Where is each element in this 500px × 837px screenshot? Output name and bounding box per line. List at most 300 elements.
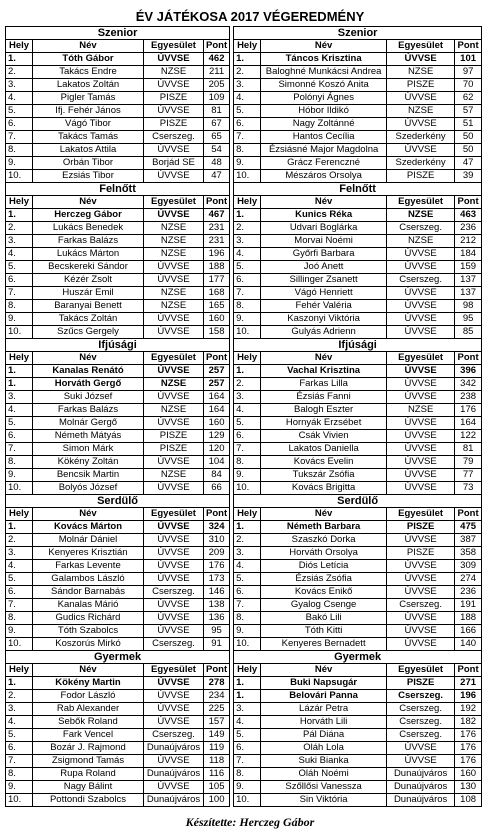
rank-cell: 1. bbox=[234, 677, 261, 690]
player-name-cell: Lázár Petra bbox=[261, 703, 387, 716]
col-header-club: Egyesület bbox=[387, 508, 455, 521]
table-row bbox=[6, 261, 482, 274]
table-row bbox=[6, 586, 482, 599]
player-name-cell: Balogh Eszter bbox=[261, 404, 387, 417]
club-cell: ÚVVSE bbox=[387, 755, 455, 768]
player-name-cell: Baranyai Benett bbox=[33, 300, 144, 313]
player-name-cell: Molnár Gergő bbox=[33, 417, 144, 430]
club-cell: ÚVVSE bbox=[144, 365, 204, 378]
player-name-cell: Sándor Barnabás bbox=[33, 586, 144, 599]
rank-cell: 3. bbox=[6, 547, 33, 560]
rank-cell: 5. bbox=[6, 105, 33, 118]
table-row bbox=[6, 209, 482, 222]
col-header-points: Pont bbox=[204, 196, 230, 209]
player-name-cell: Németh Barbara bbox=[261, 521, 387, 534]
club-cell: ÚVVSE bbox=[387, 391, 455, 404]
points-cell: 97 bbox=[455, 66, 482, 79]
player-name-cell: Lakatos Zoltán bbox=[33, 79, 144, 92]
points-cell: 108 bbox=[455, 794, 482, 807]
player-name-cell: Becskereki Sándor bbox=[33, 261, 144, 274]
rank-cell: 9. bbox=[234, 625, 261, 638]
table-row bbox=[6, 716, 482, 729]
points-cell: 176 bbox=[455, 729, 482, 742]
rank-cell: 5. bbox=[6, 729, 33, 742]
points-cell: 81 bbox=[204, 105, 230, 118]
points-cell: 188 bbox=[204, 261, 230, 274]
points-cell: 184 bbox=[455, 248, 482, 261]
rank-cell: 5. bbox=[234, 417, 261, 430]
club-cell: ÚVVSE bbox=[387, 287, 455, 300]
club-cell: ÚVVSE bbox=[387, 482, 455, 495]
table-row bbox=[6, 482, 482, 495]
player-name-cell: Bolyós József bbox=[33, 482, 144, 495]
table-row bbox=[6, 157, 482, 170]
rank-cell: 8. bbox=[6, 768, 33, 781]
player-name-cell: Ezsiás Tibor bbox=[33, 170, 144, 183]
club-cell: PISZE bbox=[387, 79, 455, 92]
player-name-cell: Kovács Márton bbox=[33, 521, 144, 534]
club-cell: NZSE bbox=[144, 248, 204, 261]
player-name-cell: Grácz Ferenczné bbox=[261, 157, 387, 170]
rank-cell: 8. bbox=[234, 144, 261, 157]
club-cell: ÚVVSE bbox=[144, 170, 204, 183]
table-row bbox=[6, 742, 482, 755]
club-cell: Dunaújváros bbox=[144, 742, 204, 755]
player-name-cell: Fark Vencel bbox=[33, 729, 144, 742]
points-cell: 236 bbox=[455, 586, 482, 599]
rank-cell: 7. bbox=[234, 131, 261, 144]
col-header-points: Pont bbox=[455, 196, 482, 209]
table-row bbox=[6, 677, 482, 690]
points-cell: 122 bbox=[455, 430, 482, 443]
club-cell: PISZE bbox=[387, 547, 455, 560]
col-header-club: Egyesület bbox=[387, 40, 455, 53]
rank-cell: 10. bbox=[234, 638, 261, 651]
rank-cell: 7. bbox=[234, 755, 261, 768]
rank-cell: 3. bbox=[234, 79, 261, 92]
rank-cell: 1. bbox=[6, 677, 33, 690]
player-name-cell: Gulyás Adrienn bbox=[261, 326, 387, 339]
points-cell: 65 bbox=[204, 131, 230, 144]
club-cell: ÚVVSE bbox=[387, 53, 455, 66]
club-cell: ÚVVSE bbox=[387, 417, 455, 430]
player-name-cell: Fodor László bbox=[33, 690, 144, 703]
rank-cell: 1. bbox=[234, 365, 261, 378]
player-name-cell: Kaszonyi Viktória bbox=[261, 313, 387, 326]
rank-cell: 4. bbox=[234, 248, 261, 261]
club-cell: ÚVVSE bbox=[144, 79, 204, 92]
club-cell: Cserszeg. bbox=[387, 690, 455, 703]
player-name-cell: Orbán Tibor bbox=[33, 157, 144, 170]
player-name-cell: Baloghné Munkácsi Andrea bbox=[261, 66, 387, 79]
club-cell: ÚVVSE bbox=[387, 430, 455, 443]
player-name-cell: Szőllősi Vanessza bbox=[261, 781, 387, 794]
rank-cell: 6. bbox=[234, 742, 261, 755]
points-cell: 149 bbox=[204, 729, 230, 742]
rank-cell: 3. bbox=[6, 391, 33, 404]
rank-cell: 3. bbox=[6, 79, 33, 92]
player-name-cell: Kovács Enikő bbox=[261, 586, 387, 599]
player-name-cell: Nagy Bálint bbox=[33, 781, 144, 794]
player-name-cell: Ézsiásné Major Magdolna bbox=[261, 144, 387, 157]
table-row bbox=[6, 66, 482, 79]
points-cell: 130 bbox=[455, 781, 482, 794]
rank-cell: 7. bbox=[6, 599, 33, 612]
col-header-points: Pont bbox=[455, 352, 482, 365]
table-row bbox=[6, 274, 482, 287]
table-row bbox=[6, 365, 482, 378]
points-cell: 158 bbox=[204, 326, 230, 339]
points-cell: 79 bbox=[455, 456, 482, 469]
rank-cell: 5. bbox=[234, 573, 261, 586]
rank-cell: 2. bbox=[234, 534, 261, 547]
player-name-cell: Polónyi Ágnes bbox=[261, 92, 387, 105]
club-cell: ÚVVSE bbox=[144, 573, 204, 586]
points-cell: 66 bbox=[204, 482, 230, 495]
rank-cell: 7. bbox=[6, 755, 33, 768]
points-cell: 116 bbox=[204, 768, 230, 781]
col-header-rank: Hely bbox=[234, 352, 261, 365]
col-header-club: Egyesület bbox=[387, 352, 455, 365]
table-row bbox=[6, 755, 482, 768]
rank-cell: 10. bbox=[234, 794, 261, 807]
player-name-cell: Molnár Dániel bbox=[33, 534, 144, 547]
rank-cell: 4. bbox=[6, 404, 33, 417]
player-name-cell: Farkas Balázs bbox=[33, 235, 144, 248]
player-name-cell: Horváth Gergő bbox=[33, 378, 144, 391]
club-cell: ÚVVSE bbox=[387, 586, 455, 599]
club-cell: Dunaújváros bbox=[387, 794, 455, 807]
rank-cell: 3. bbox=[234, 391, 261, 404]
col-header-rank: Hely bbox=[6, 40, 33, 53]
player-name-cell: Hantos Cecília bbox=[261, 131, 387, 144]
points-cell: 462 bbox=[204, 53, 230, 66]
points-cell: 120 bbox=[204, 443, 230, 456]
club-cell: PISZE bbox=[144, 430, 204, 443]
rank-cell: 1. bbox=[6, 521, 33, 534]
table-row bbox=[6, 404, 482, 417]
points-cell: 212 bbox=[455, 235, 482, 248]
rank-cell: 8. bbox=[234, 456, 261, 469]
table-row bbox=[6, 313, 482, 326]
points-cell: 238 bbox=[455, 391, 482, 404]
player-name-cell: Pál Diána bbox=[261, 729, 387, 742]
points-cell: 70 bbox=[455, 79, 482, 92]
points-cell: 118 bbox=[204, 755, 230, 768]
rank-cell: 7. bbox=[234, 443, 261, 456]
points-cell: 101 bbox=[455, 53, 482, 66]
rank-cell: 4. bbox=[6, 716, 33, 729]
points-cell: 160 bbox=[204, 417, 230, 430]
col-header-rank: Hely bbox=[234, 196, 261, 209]
rank-cell: 7. bbox=[6, 287, 33, 300]
rank-cell: 10. bbox=[6, 482, 33, 495]
header-row bbox=[6, 196, 482, 209]
col-header-club: Egyesület bbox=[144, 40, 204, 53]
player-name-cell: Németh Mátyás bbox=[33, 430, 144, 443]
table-row bbox=[6, 768, 482, 781]
category-title: Szenior bbox=[6, 27, 230, 40]
points-cell: 196 bbox=[204, 248, 230, 261]
rank-cell: 8. bbox=[6, 300, 33, 313]
table-row bbox=[6, 79, 482, 92]
club-cell: ÚVVSE bbox=[387, 92, 455, 105]
rank-cell: 9. bbox=[234, 313, 261, 326]
table-row bbox=[6, 391, 482, 404]
points-cell: 396 bbox=[455, 365, 482, 378]
rank-cell: 7. bbox=[234, 599, 261, 612]
col-header-rank: Hely bbox=[6, 664, 33, 677]
club-cell: ÚVVSE bbox=[144, 716, 204, 729]
club-cell: ÚVVSE bbox=[387, 573, 455, 586]
points-cell: 192 bbox=[455, 703, 482, 716]
club-cell: Szederkény bbox=[387, 157, 455, 170]
club-cell: ÚVVSE bbox=[387, 456, 455, 469]
player-name-cell: Takács Zoltán bbox=[33, 313, 144, 326]
col-header-rank: Hely bbox=[6, 196, 33, 209]
player-name-cell: Lakatos Attila bbox=[33, 144, 144, 157]
points-cell: 211 bbox=[204, 66, 230, 79]
player-name-cell: Suki József bbox=[33, 391, 144, 404]
col-header-rank: Hely bbox=[6, 508, 33, 521]
points-cell: 176 bbox=[455, 742, 482, 755]
club-cell: PISZE bbox=[387, 521, 455, 534]
table-row bbox=[6, 235, 482, 248]
club-cell: ÚVVSE bbox=[144, 521, 204, 534]
player-name-cell: Sillinger Zsanett bbox=[261, 274, 387, 287]
table-row bbox=[6, 703, 482, 716]
player-name-cell: Szaszkó Dorka bbox=[261, 534, 387, 547]
rank-cell: 9. bbox=[6, 313, 33, 326]
points-cell: 234 bbox=[204, 690, 230, 703]
rank-cell: 9. bbox=[234, 781, 261, 794]
col-header-club: Egyesület bbox=[144, 508, 204, 521]
club-cell: NZSE bbox=[144, 235, 204, 248]
player-name-cell: Szűcs Gergely bbox=[33, 326, 144, 339]
player-name-cell: Takács Endre bbox=[33, 66, 144, 79]
club-cell: NZSE bbox=[144, 222, 204, 235]
club-cell: NZSE bbox=[144, 378, 204, 391]
points-cell: 91 bbox=[204, 638, 230, 651]
rank-cell: 5. bbox=[6, 261, 33, 274]
club-cell: ÚVVSE bbox=[144, 612, 204, 625]
player-name-cell: Huszár Emil bbox=[33, 287, 144, 300]
player-name-cell: Kovács Evelin bbox=[261, 456, 387, 469]
rank-cell: 9. bbox=[6, 625, 33, 638]
points-cell: 137 bbox=[455, 274, 482, 287]
player-name-cell: Simonné Koszó Anita bbox=[261, 79, 387, 92]
club-cell: ÚVVSE bbox=[144, 547, 204, 560]
table-row bbox=[6, 443, 482, 456]
table-row bbox=[6, 300, 482, 313]
rank-cell: 9. bbox=[234, 157, 261, 170]
points-cell: 165 bbox=[204, 300, 230, 313]
table-row bbox=[6, 53, 482, 66]
player-name-cell: Takács Tamás bbox=[33, 131, 144, 144]
col-header-points: Pont bbox=[204, 352, 230, 365]
club-cell: ÚVVSE bbox=[144, 482, 204, 495]
category-title: Gyermek bbox=[234, 651, 482, 664]
club-cell: ÚVVSE bbox=[144, 313, 204, 326]
points-cell: 84 bbox=[204, 469, 230, 482]
club-cell: ÚVVSE bbox=[387, 612, 455, 625]
rank-cell: 2. bbox=[234, 66, 261, 79]
rank-cell: 2. bbox=[6, 222, 33, 235]
club-cell: ÚVVSE bbox=[144, 599, 204, 612]
table-row bbox=[6, 456, 482, 469]
rank-cell: 5. bbox=[234, 729, 261, 742]
club-cell: ÚVVSE bbox=[144, 53, 204, 66]
rank-cell: 8. bbox=[234, 300, 261, 313]
player-name-cell: Vachal Krisztina bbox=[261, 365, 387, 378]
points-cell: 67 bbox=[204, 118, 230, 131]
club-cell: NZSE bbox=[387, 235, 455, 248]
player-name-cell: Horváth Orsolya bbox=[261, 547, 387, 560]
col-header-rank: Hely bbox=[6, 352, 33, 365]
player-name-cell: Vágó Tibor bbox=[33, 118, 144, 131]
club-cell: ÚVVSE bbox=[144, 755, 204, 768]
points-cell: 191 bbox=[455, 599, 482, 612]
club-cell: Dunaújváros bbox=[387, 781, 455, 794]
rank-cell: 1. bbox=[6, 209, 33, 222]
rank-cell: 4. bbox=[234, 560, 261, 573]
points-cell: 62 bbox=[455, 92, 482, 105]
player-name-cell: Táncos Krisztina bbox=[261, 53, 387, 66]
table-row bbox=[6, 625, 482, 638]
player-name-cell: Tóth Kitti bbox=[261, 625, 387, 638]
col-header-points: Pont bbox=[204, 664, 230, 677]
points-cell: 109 bbox=[204, 92, 230, 105]
player-name-cell: Győrfi Barbara bbox=[261, 248, 387, 261]
player-name-cell: Fehér Valéria bbox=[261, 300, 387, 313]
category-row bbox=[6, 495, 482, 508]
rank-cell: 8. bbox=[6, 612, 33, 625]
player-name-cell: Tóth Szabolcs bbox=[33, 625, 144, 638]
points-cell: 475 bbox=[455, 521, 482, 534]
results-table bbox=[5, 26, 482, 807]
club-cell: NZSE bbox=[144, 469, 204, 482]
points-cell: 309 bbox=[455, 560, 482, 573]
player-name-cell: Farkas Lilla bbox=[261, 378, 387, 391]
table-row bbox=[6, 690, 482, 703]
club-cell: ÚVVSE bbox=[387, 248, 455, 261]
player-name-cell: Zsigmond Tamás bbox=[33, 755, 144, 768]
player-name-cell: Diós Letícia bbox=[261, 560, 387, 573]
category-title: Gyermek bbox=[6, 651, 230, 664]
rank-cell: 8. bbox=[234, 768, 261, 781]
col-header-club: Egyesület bbox=[144, 196, 204, 209]
player-name-cell: Suki Bianka bbox=[261, 755, 387, 768]
points-cell: 157 bbox=[204, 716, 230, 729]
col-header-name: Név bbox=[261, 40, 387, 53]
player-name-cell: Herczeg Gábor bbox=[33, 209, 144, 222]
player-name-cell: Kovács Brigitta bbox=[261, 482, 387, 495]
player-name-cell: Ézsiás Fanni bbox=[261, 391, 387, 404]
points-cell: 274 bbox=[455, 573, 482, 586]
rank-cell: 4. bbox=[234, 92, 261, 105]
table-row bbox=[6, 521, 482, 534]
player-name-cell: Oláh Lola bbox=[261, 742, 387, 755]
col-header-name: Név bbox=[33, 196, 144, 209]
points-cell: 196 bbox=[455, 690, 482, 703]
club-cell: ÚVVSE bbox=[387, 144, 455, 157]
points-cell: 467 bbox=[204, 209, 230, 222]
club-cell: ÚVVSE bbox=[387, 469, 455, 482]
club-cell: NZSE bbox=[387, 66, 455, 79]
col-header-club: Egyesület bbox=[387, 664, 455, 677]
points-cell: 164 bbox=[204, 391, 230, 404]
points-cell: 257 bbox=[204, 365, 230, 378]
rank-cell: 9. bbox=[6, 469, 33, 482]
club-cell: ÚVVSE bbox=[387, 300, 455, 313]
player-name-cell: Hóbor Ildikó bbox=[261, 105, 387, 118]
points-cell: 176 bbox=[204, 560, 230, 573]
player-name-cell: Simon Márk bbox=[33, 443, 144, 456]
player-name-cell: Horváth Lili bbox=[261, 716, 387, 729]
rank-cell: 10. bbox=[6, 326, 33, 339]
category-row bbox=[6, 183, 482, 196]
points-cell: 138 bbox=[204, 599, 230, 612]
rank-cell: 7. bbox=[6, 443, 33, 456]
table-row bbox=[6, 573, 482, 586]
player-name-cell: Gyalog Csenge bbox=[261, 599, 387, 612]
points-cell: 119 bbox=[204, 742, 230, 755]
points-cell: 50 bbox=[455, 144, 482, 157]
table-row bbox=[6, 287, 482, 300]
player-name-cell: Sin Viktória bbox=[261, 794, 387, 807]
col-header-name: Név bbox=[261, 196, 387, 209]
rank-cell: 6. bbox=[6, 586, 33, 599]
player-name-cell: Koszorús Mirkó bbox=[33, 638, 144, 651]
rank-cell: 6. bbox=[6, 430, 33, 443]
col-header-rank: Hely bbox=[234, 40, 261, 53]
points-cell: 136 bbox=[204, 612, 230, 625]
rank-cell: 2. bbox=[6, 66, 33, 79]
points-cell: 73 bbox=[455, 482, 482, 495]
points-cell: 176 bbox=[455, 404, 482, 417]
club-cell: Borjád SE bbox=[144, 157, 204, 170]
points-cell: 236 bbox=[455, 222, 482, 235]
rank-cell: 3. bbox=[234, 547, 261, 560]
club-cell: PISZE bbox=[144, 92, 204, 105]
club-cell: ÚVVSE bbox=[144, 781, 204, 794]
club-cell: Cserszeg. bbox=[144, 131, 204, 144]
club-cell: PISZE bbox=[387, 677, 455, 690]
col-header-name: Név bbox=[261, 352, 387, 365]
col-header-name: Név bbox=[33, 40, 144, 53]
rank-cell: 1. bbox=[6, 53, 33, 66]
category-row bbox=[6, 651, 482, 664]
points-cell: 164 bbox=[455, 417, 482, 430]
club-cell: Cserszeg. bbox=[144, 729, 204, 742]
club-cell: NZSE bbox=[387, 209, 455, 222]
table-row bbox=[6, 729, 482, 742]
club-cell: ÚVVSE bbox=[387, 378, 455, 391]
rank-cell: 1. bbox=[234, 690, 261, 703]
player-name-cell: Udvari Boglárka bbox=[261, 222, 387, 235]
club-cell: ÚVVSE bbox=[387, 261, 455, 274]
club-cell: ÚVVSE bbox=[144, 391, 204, 404]
points-cell: 342 bbox=[455, 378, 482, 391]
club-cell: ÚVVSE bbox=[144, 456, 204, 469]
rank-cell: 10. bbox=[6, 170, 33, 183]
rank-cell: 1. bbox=[6, 378, 33, 391]
rank-cell: 7. bbox=[234, 287, 261, 300]
points-cell: 129 bbox=[204, 430, 230, 443]
club-cell: Cserszeg. bbox=[387, 703, 455, 716]
points-cell: 137 bbox=[455, 287, 482, 300]
club-cell: NZSE bbox=[144, 287, 204, 300]
